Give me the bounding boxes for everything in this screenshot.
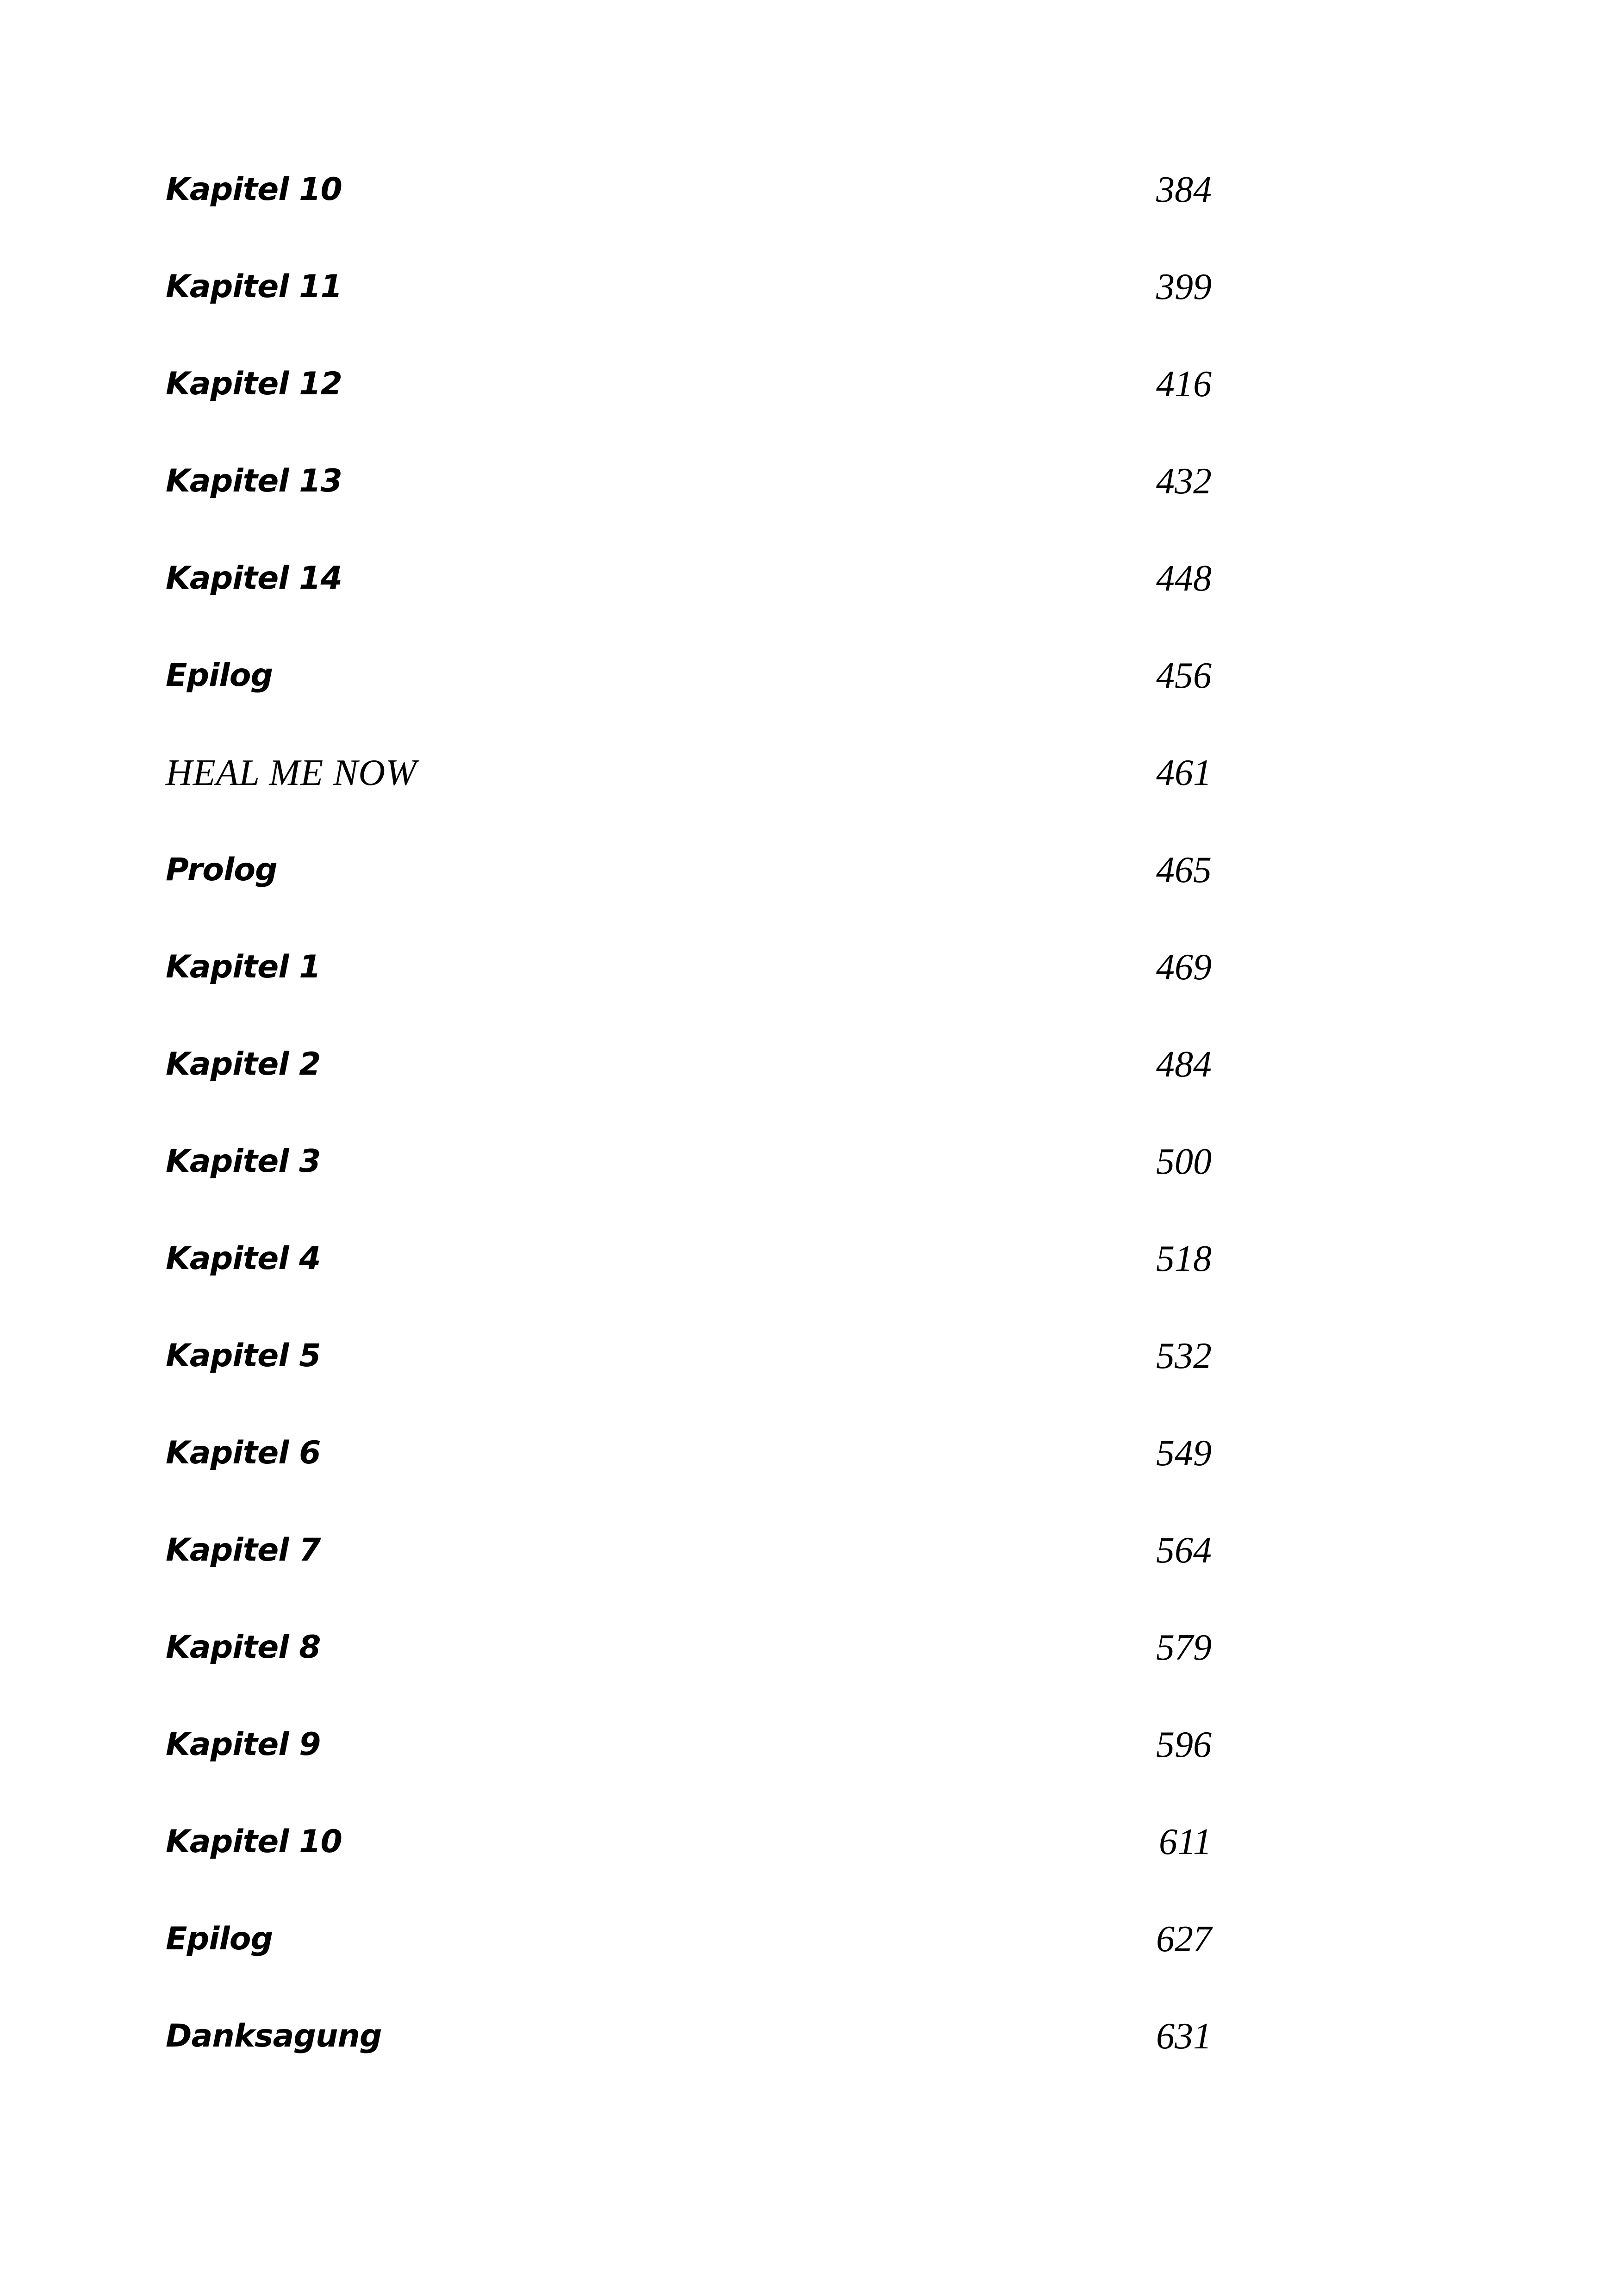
toc-entry-page-number: 469 xyxy=(1156,947,1212,988)
toc-entry-title: Danksagung xyxy=(166,2018,382,2054)
toc-entry[interactable] xyxy=(166,264,1212,361)
toc-entry-page-number: 564 xyxy=(1156,1530,1212,1571)
toc-entry-title: Kapitel 2 xyxy=(166,1046,321,1083)
toc-entry-page-number: 484 xyxy=(1156,1044,1212,1085)
toc-entry-title: Kapitel 6 xyxy=(166,1435,321,1471)
toc-entry-page-number: 611 xyxy=(1158,1822,1212,1862)
toc-entry-title: Kapitel 3 xyxy=(166,1143,321,1180)
toc-entry-title: Kapitel 10 xyxy=(166,1823,342,1860)
toc-entry[interactable] xyxy=(166,1819,1212,1916)
toc-entry-title: Kapitel 5 xyxy=(166,1338,321,1374)
toc-entry-page-number: 384 xyxy=(1156,169,1212,210)
toc-entry[interactable] xyxy=(166,653,1212,750)
toc-entry-title: Epilog xyxy=(166,1921,273,1957)
toc-entry-title: Kapitel 14 xyxy=(166,560,342,597)
toc-entry-page-number: 579 xyxy=(1156,1627,1212,1668)
toc-entry[interactable] xyxy=(166,847,1212,944)
toc-entry-title: HEAL ME NOW xyxy=(166,753,417,793)
toc-entry-page-number: 416 xyxy=(1156,364,1212,404)
toc-entry-title: Kapitel 8 xyxy=(166,1629,321,1666)
toc-entry-page-number: 631 xyxy=(1156,2016,1212,2057)
table-of-contents xyxy=(166,167,1212,2110)
toc-entry-page-number: 432 xyxy=(1156,461,1212,502)
toc-entry-page-number: 456 xyxy=(1156,655,1212,696)
toc-entry[interactable] xyxy=(166,1041,1212,1139)
toc-entry-title: Kapitel 13 xyxy=(166,463,342,499)
toc-entry[interactable] xyxy=(166,1430,1212,1527)
toc-entry[interactable] xyxy=(166,2013,1212,2110)
toc-entry-page-number: 465 xyxy=(1156,850,1212,890)
toc-entry-page-number: 549 xyxy=(1156,1433,1212,1474)
toc-entry[interactable] xyxy=(166,167,1212,264)
toc-entry-title: Kapitel 10 xyxy=(166,171,342,208)
toc-entry[interactable] xyxy=(166,1722,1212,1819)
toc-entry[interactable] xyxy=(166,458,1212,555)
toc-entry-title: Kapitel 9 xyxy=(166,1726,321,1763)
toc-entry-page-number: 500 xyxy=(1156,1141,1212,1182)
toc-entry[interactable] xyxy=(166,944,1212,1041)
toc-entry[interactable] xyxy=(166,1236,1212,1333)
toc-entry[interactable] xyxy=(166,1527,1212,1624)
toc-entry[interactable] xyxy=(166,1139,1212,1236)
toc-entry-title: Epilog xyxy=(166,657,273,694)
toc-entry[interactable] xyxy=(166,361,1212,458)
toc-entry[interactable] xyxy=(166,1624,1212,1722)
toc-entry-title: Kapitel 4 xyxy=(166,1240,321,1277)
toc-entry-page-number: 627 xyxy=(1156,1919,1212,1960)
toc-entry[interactable] xyxy=(166,1333,1212,1430)
toc-entry-title: Kapitel 12 xyxy=(166,366,342,402)
toc-entry-book-title[interactable] xyxy=(166,750,1212,847)
toc-entry-page-number: 532 xyxy=(1156,1336,1212,1376)
toc-entry-page-number: 461 xyxy=(1156,753,1212,793)
toc-entry-page-number: 399 xyxy=(1156,267,1212,307)
toc-entry-title: Prolog xyxy=(166,852,277,888)
toc-entry-page-number: 518 xyxy=(1156,1238,1212,1279)
toc-entry-title: Kapitel 7 xyxy=(166,1532,321,1568)
toc-entry-page-number: 448 xyxy=(1156,558,1212,599)
toc-entry-page-number: 596 xyxy=(1156,1724,1212,1765)
toc-entry[interactable] xyxy=(166,1916,1212,2013)
toc-entry-title: Kapitel 11 xyxy=(166,268,342,305)
toc-entry[interactable] xyxy=(166,555,1212,653)
toc-entry-title: Kapitel 1 xyxy=(166,949,321,985)
